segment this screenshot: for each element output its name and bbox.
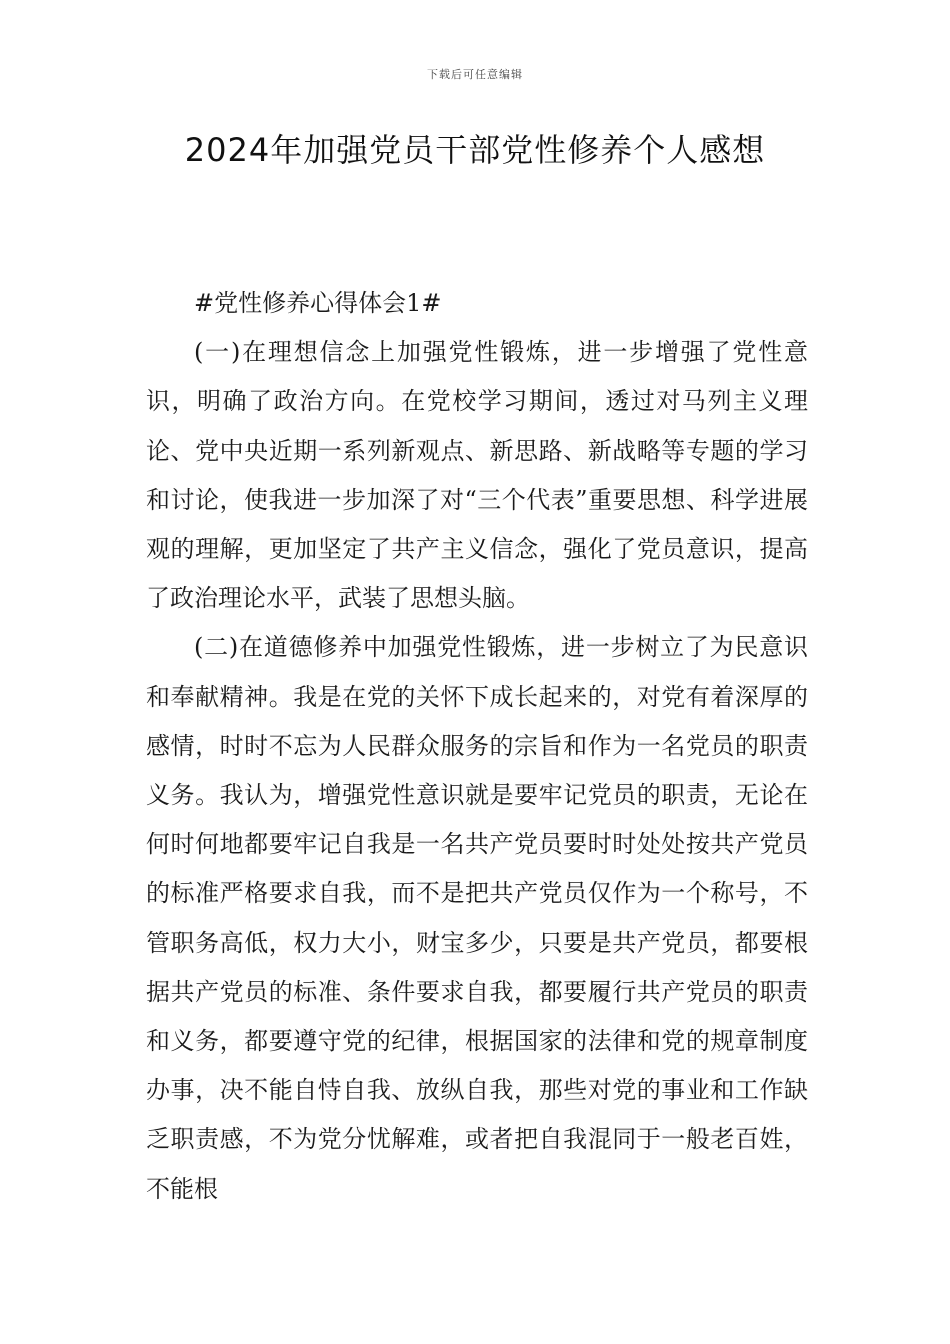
paragraph-2: (二)在道德修养中加强党性锻炼，进一步树立了为民意识和奉献精神。我是在党的关怀下成长起来的，对党有着深厚的感情，时时不忘为人民群众服务的宗旨和作为一名党员的职责义务。我认为，增强党性意识就是要牢记党员的职责，无论在何时何地都要牢记自我是一名共产党员要时时处处按共产党员的标准严格要求自我，而不是把共产党员仅作为一个称号，不管职务高低，权力大小，财宝多少，只要是共产党员，都要根据共产党员的标准、条件要求自我，都要履行共产党员的职责和义务，都要遵守党的纪律，根据国家的法律和党的规章制度办事，决不能自恃自我、放纵自我，那些对党的事业和工作缺乏职责感，不为党分忧解难，或者把自我混同于一般老百姓，不能根	[146, 633, 808, 1203]
paragraph-1: (一)在理想信念上加强党性锻炼，进一步增强了党性意识，明确了政治方向。在党校学习期间，透过对马列主义理论、党中央近期一系列新观点、新思路、新战略等专题的学习和讨论，使我进一步加深了对“三个代表”重要思想、科学进展观的理解，更加坚定了共产主义信念，强化了党员意识，提高了政治理论水平，武装了思想头脑。	[146, 338, 808, 613]
section-heading: #党性修养心得体会1#	[194, 289, 442, 317]
page-title: 2024年加强党员干部党性修养个人感想	[184, 131, 766, 169]
document-body	[146, 279, 808, 1214]
header-note: 下载后可任意编辑	[427, 68, 523, 81]
